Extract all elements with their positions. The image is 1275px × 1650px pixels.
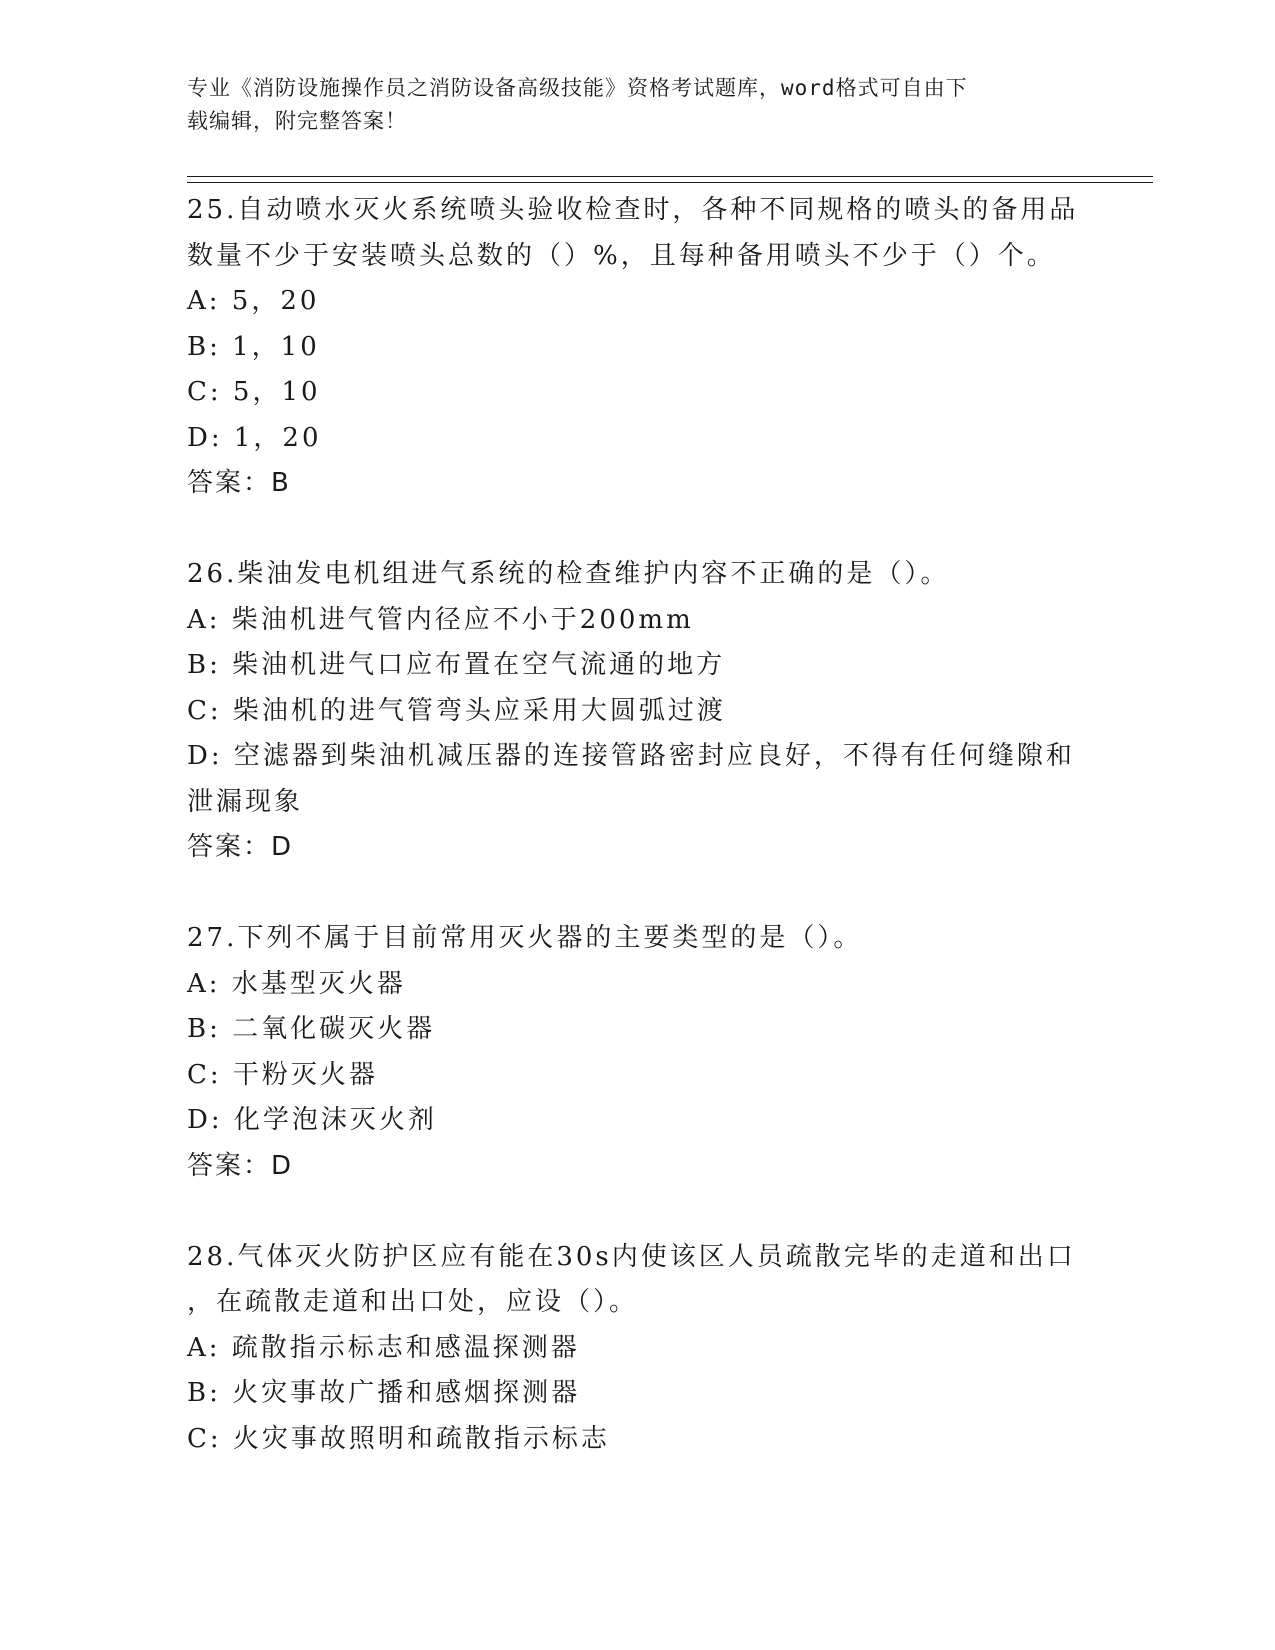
option-b: B: 柴油机进气口应布置在空气流通的地方 xyxy=(187,650,726,680)
question-25 xyxy=(187,188,1087,507)
option-a: A: 柴油机进气管内径应不小于200mm xyxy=(187,604,694,635)
header-divider-top xyxy=(187,176,1153,177)
header-divider-bottom xyxy=(187,182,1153,183)
spacer xyxy=(187,507,1087,553)
header-line-1: 专业《消防设施操作员之消防设备高级技能》资格考试题库，word格式可自由下 xyxy=(187,76,968,100)
answer-label: 答案：B xyxy=(187,468,291,498)
question-stem: 26.柴油发电机组进气系统的检查维护内容不正确的是（）。 xyxy=(187,559,950,589)
option-b: B: 火灾事故广播和感烟探测器 xyxy=(187,1378,581,1408)
question-27 xyxy=(187,916,1087,1189)
option-c: C: 5，10 xyxy=(187,377,321,407)
question-26 xyxy=(187,552,1087,871)
option-a: A: 水基型灭火器 xyxy=(187,968,406,999)
option-c: C: 火灾事故照明和疏散指示标志 xyxy=(187,1423,610,1454)
answer-label: 答案：D xyxy=(187,832,294,862)
question-stem: 25.自动喷水灭火系统喷头验收检查时，各种不同规格的喷头的备用品 xyxy=(187,195,1079,225)
option-c: C: 柴油机的进气管弯头应采用大圆弧过渡 xyxy=(187,695,726,726)
option-d: D: 化学泡沫灭火剂 xyxy=(187,1105,437,1135)
question-list xyxy=(187,188,1087,1462)
question-28 xyxy=(187,1235,1087,1463)
option-a: A: 5，20 xyxy=(187,286,320,316)
question-stem-cont: 数量不少于安装喷头总数的（）%，且每种备用喷头不少于（）个。 xyxy=(187,240,1056,271)
option-d: D: 1，20 xyxy=(187,422,322,453)
document-header xyxy=(187,72,1087,138)
spacer xyxy=(187,1189,1087,1235)
option-b: B: 二氧化碳灭火器 xyxy=(187,1014,436,1044)
option-d-cont: 泄漏现象 xyxy=(187,786,304,817)
answer-label: 答案：D xyxy=(187,1150,294,1181)
option-c: C: 干粉灭火器 xyxy=(187,1059,378,1090)
question-stem: 28.气体灭火防护区应有能在30s内使该区人员疏散完毕的走道和出口 xyxy=(187,1241,1076,1272)
question-stem: 27.下列不属于目前常用灭火器的主要类型的是（）。 xyxy=(187,923,863,953)
option-b: B: 1，10 xyxy=(187,331,320,362)
header-line-2: 载编辑，附完整答案！ xyxy=(187,109,407,133)
option-a: A: 疏散指示标志和感温探测器 xyxy=(187,1332,580,1363)
option-d: D: 空滤器到柴油机减压器的连接管路密封应良好，不得有任何缝隙和 xyxy=(187,741,1075,771)
spacer xyxy=(187,871,1087,917)
question-stem-cont: ，在疏散走道和出口处，应设（）。 xyxy=(187,1287,639,1317)
